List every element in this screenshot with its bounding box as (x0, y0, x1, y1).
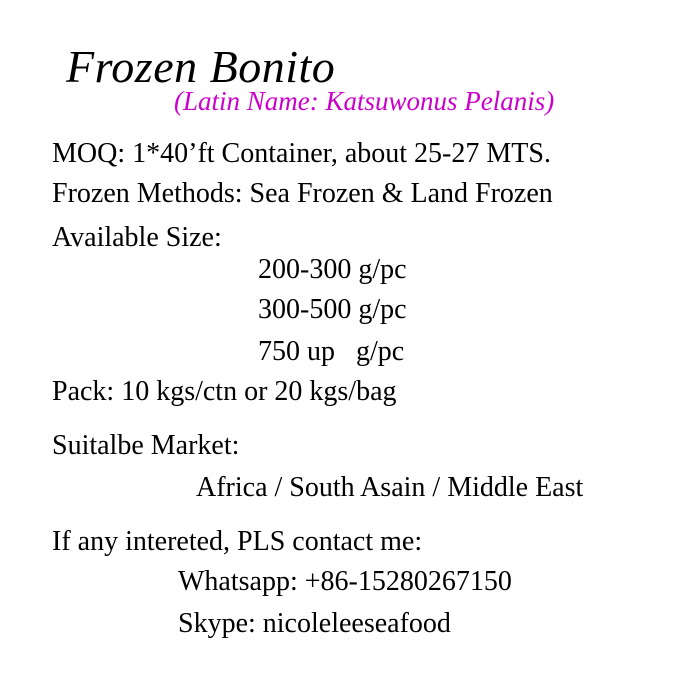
frozen-methods-line: Frozen Methods: Sea Frozen & Land Frozen (52, 178, 553, 209)
market-value: Africa / South Asain / Middle East (196, 472, 584, 503)
market-label: Suitalbe Market: (52, 430, 240, 461)
available-size-label: Available Size: (52, 222, 222, 253)
size-item: 750 up g/pc (258, 336, 405, 367)
moq-line: MOQ: 1*40’ft Container, about 25-27 MTS. (52, 138, 551, 169)
contact-label: If any intereted, PLS contact me: (52, 526, 423, 557)
latin-name: (Latin Name: Katsuwonus Pelanis) (174, 86, 555, 116)
size-item: 200-300 g/pc (258, 254, 407, 285)
whatsapp-line: Whatsapp: +86-15280267150 (178, 566, 512, 597)
skype-line: Skype: nicoleleeseafood (178, 608, 451, 639)
size-item: 300-500 g/pc (258, 294, 407, 325)
product-title: Frozen Bonito (66, 41, 336, 92)
pack-line: Pack: 10 kgs/ctn or 20 kgs/bag (52, 376, 397, 407)
